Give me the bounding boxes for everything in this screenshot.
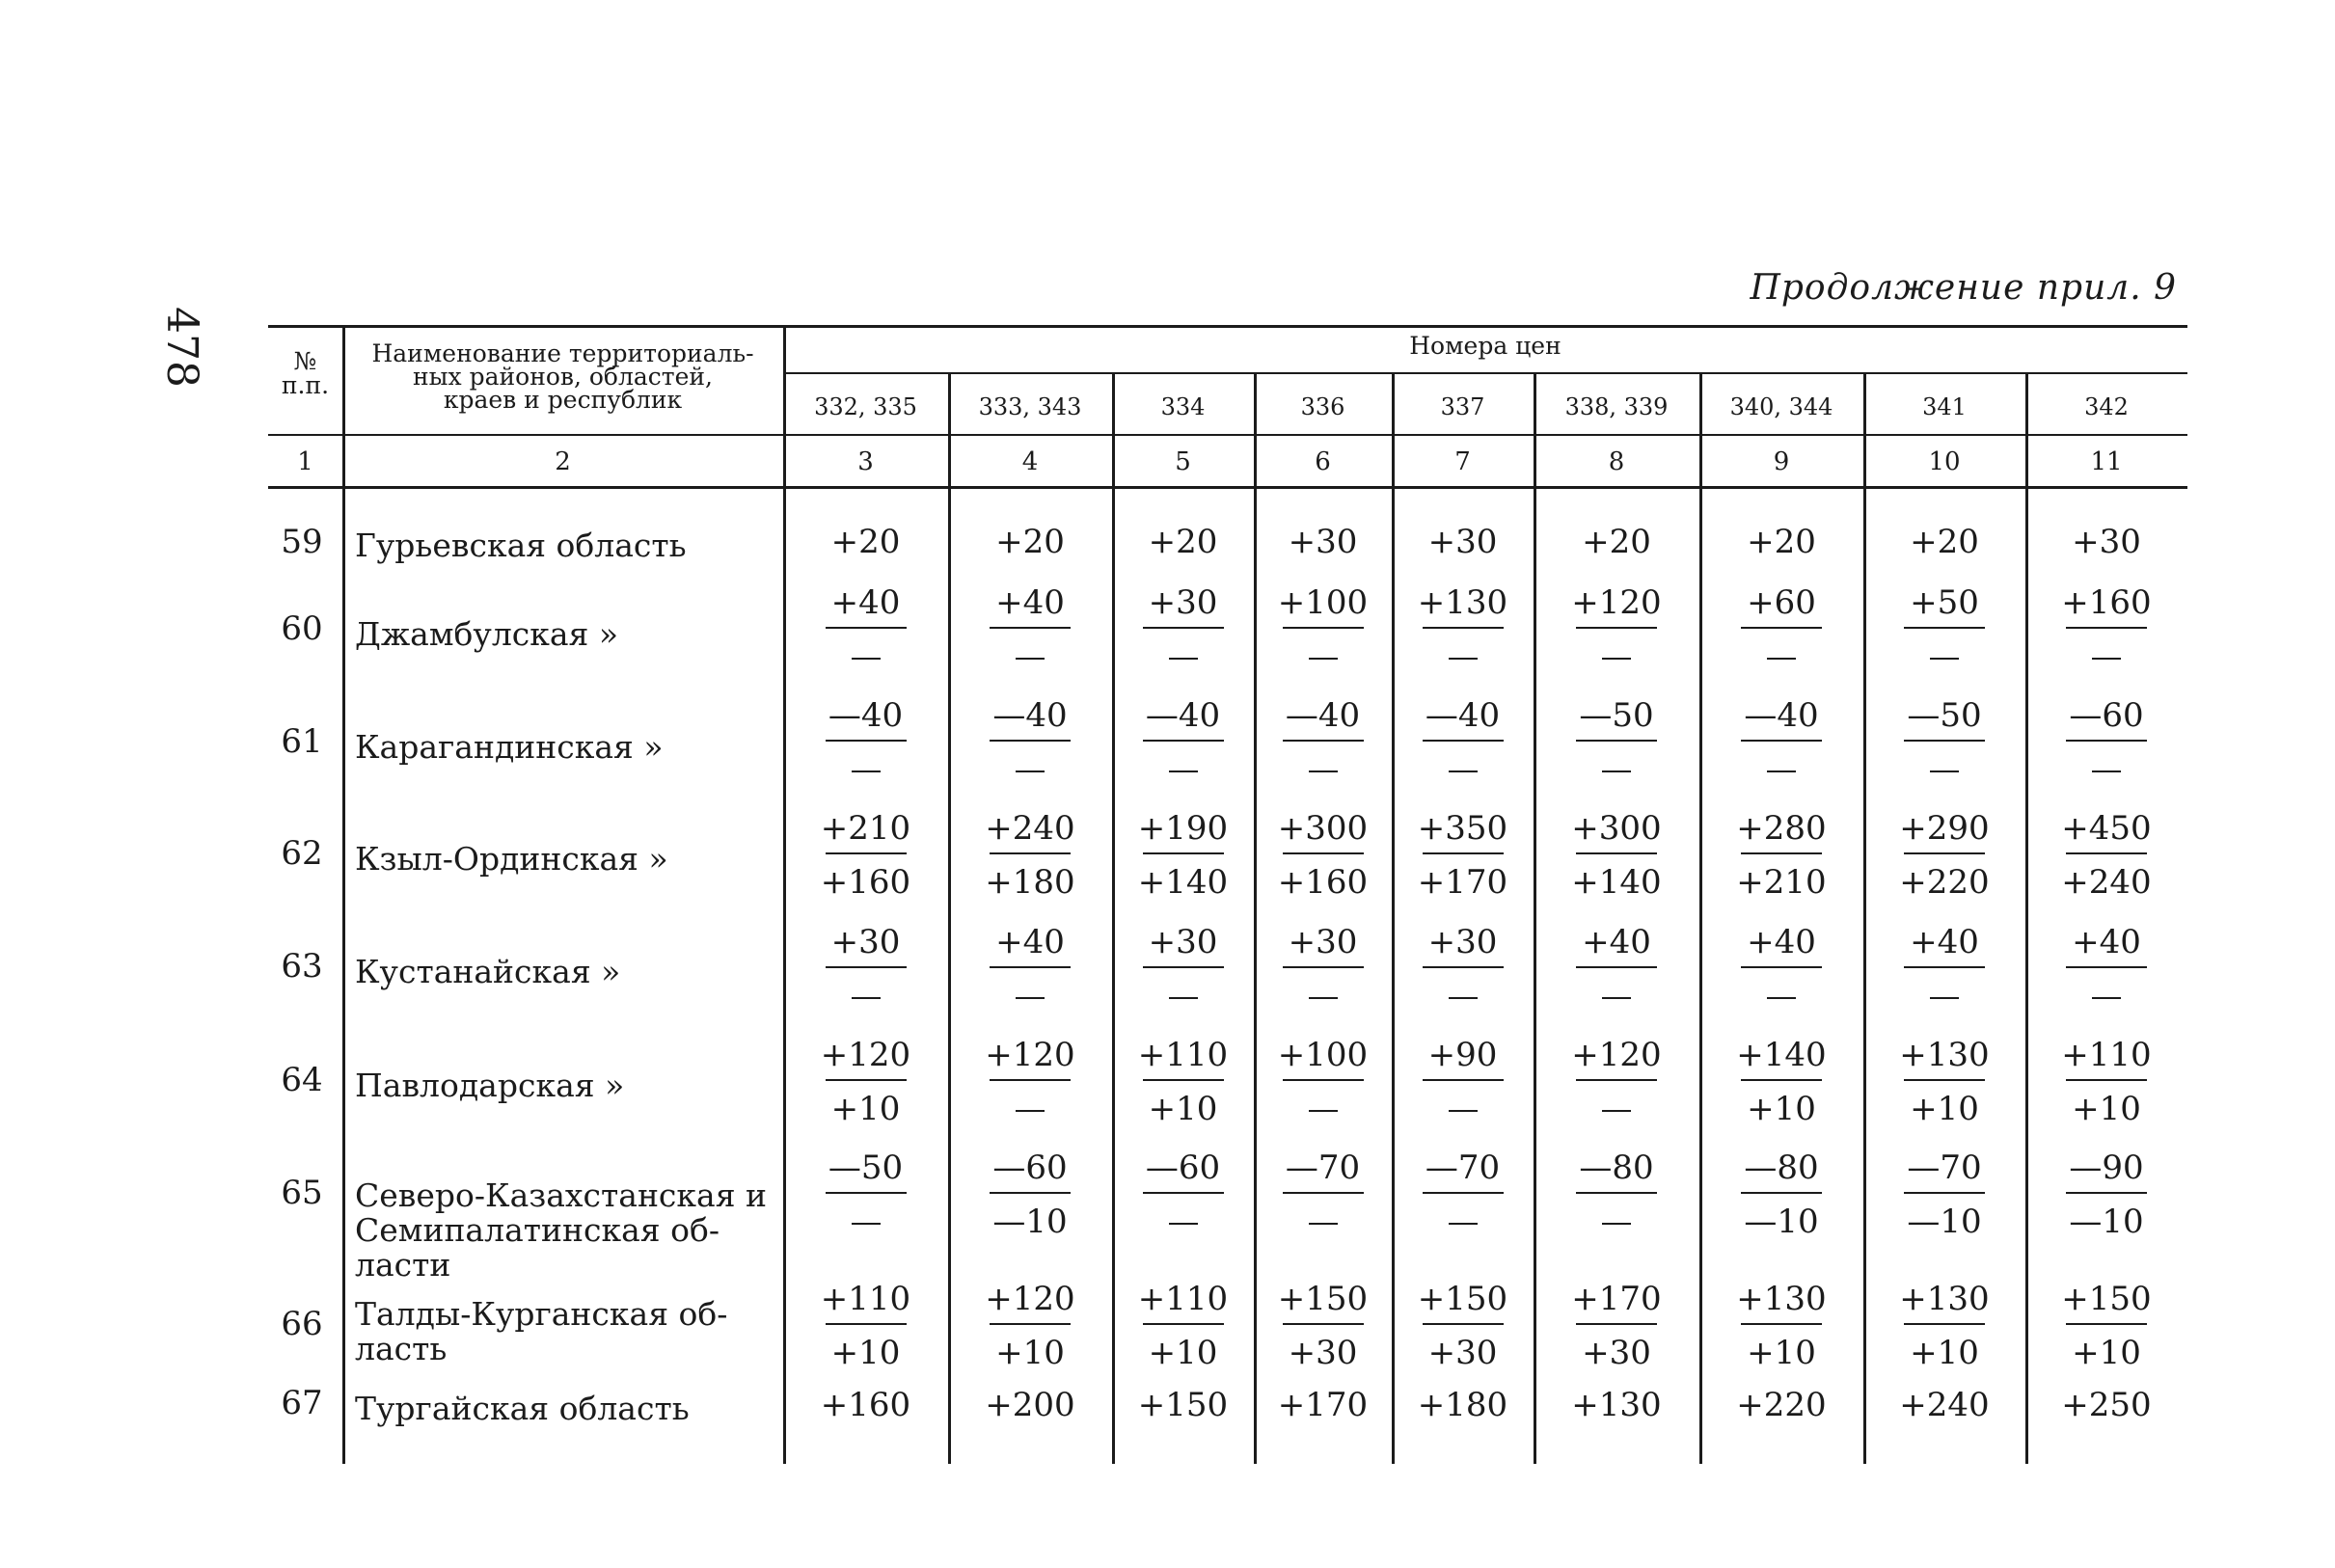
cell-bottom-value: +160: [820, 863, 911, 902]
cell-top-value: +120: [820, 1036, 911, 1074]
cell-top-value: —50: [1579, 696, 1654, 735]
cell-top-value: —40: [1425, 696, 1501, 735]
cell-bottom-value: +210: [1736, 863, 1827, 902]
column-number: 10: [1928, 447, 1961, 476]
cell-top-value: +140: [1736, 1036, 1827, 1074]
row-number: 65: [281, 1174, 323, 1212]
cell-top-value: +280: [1736, 809, 1827, 848]
cell-bottom-value: [1728, 753, 1834, 786]
cell-top-value: +190: [1137, 809, 1229, 848]
cell-top-value: +130: [1571, 1386, 1662, 1424]
cell-bottom-value: [2053, 980, 2159, 1013]
fraction-line: [826, 740, 907, 742]
cell-bottom-value: +10: [1747, 1090, 1816, 1128]
fraction-line: [1423, 627, 1504, 629]
row-number: 67: [281, 1384, 323, 1422]
fraction-line: [1741, 627, 1822, 629]
cell-bottom-value: —10: [1907, 1203, 1982, 1241]
fraction-line: [826, 1079, 907, 1081]
cell-top-value: +240: [985, 809, 1075, 848]
cell-bottom-value: [1563, 753, 1670, 786]
cell-top-value: +110: [1137, 1280, 1229, 1318]
fraction-line: [990, 966, 1071, 968]
cell-bottom-value: [977, 640, 1083, 673]
cell-bottom-value: [1270, 753, 1376, 786]
fraction-line: [990, 740, 1071, 742]
cell-top-value: —40: [1285, 696, 1361, 735]
vrule-no: [342, 325, 345, 1464]
cell-bottom-value: [977, 980, 1083, 1013]
cell-top-value: +20: [1747, 523, 1816, 561]
row-number: 64: [281, 1061, 323, 1099]
fraction-line: [826, 1323, 907, 1325]
cell-bottom-value: +10: [2072, 1334, 2141, 1372]
cell-top-value: +20: [995, 523, 1065, 561]
cell-bottom-value: [1130, 640, 1236, 673]
cell-bottom-value: +30: [1288, 1334, 1358, 1372]
cell-bottom-value: +180: [985, 863, 1075, 902]
vrule-price-3: [948, 372, 951, 1464]
cell-top-value: +60: [1747, 583, 1816, 622]
cell-bottom-value: +30: [1582, 1334, 1651, 1372]
fraction-line: [2066, 966, 2147, 968]
cell-bottom-value: [1410, 1205, 1516, 1238]
fraction-line: [1741, 852, 1822, 854]
cell-top-value: +40: [995, 923, 1065, 961]
row-name: Павлодарская »: [355, 1067, 625, 1104]
cell-bottom-value: +140: [1571, 863, 1662, 902]
cell-top-value: +20: [1910, 523, 1979, 561]
cell-bottom-value: [1728, 980, 1834, 1013]
cell-bottom-value: [977, 753, 1083, 786]
cell-top-value: +30: [1288, 923, 1358, 961]
cell-top-value: +20: [1148, 523, 1218, 561]
cell-bottom-value: [1728, 640, 1834, 673]
header-name: Наименование территориаль- ных районов, областей, краев и республик: [371, 339, 754, 414]
cell-bottom-value: +170: [1417, 863, 1508, 902]
fraction-line: [1904, 1192, 1985, 1194]
cell-top-value: +30: [1288, 523, 1358, 561]
fraction-line: [1283, 1079, 1364, 1081]
cell-top-value: +120: [985, 1280, 1075, 1318]
fraction-line: [1741, 740, 1822, 742]
fraction-line: [1143, 1323, 1224, 1325]
fraction-line: [826, 1192, 907, 1194]
cell-top-value: +30: [2072, 523, 2141, 561]
column-number: 1: [297, 447, 313, 476]
fraction-line: [1576, 1192, 1657, 1194]
vrule-price-8: [1699, 372, 1702, 1464]
header-price-col: 340, 344: [1729, 393, 1833, 420]
cell-top-value: —70: [1425, 1149, 1501, 1187]
fraction-line: [990, 1323, 1071, 1325]
header-price-col: 341: [1922, 393, 1967, 420]
cell-top-value: +170: [1277, 1386, 1369, 1424]
header-price-col: 342: [2084, 393, 2129, 420]
cell-bottom-value: [1270, 1205, 1376, 1238]
fraction-line: [1143, 852, 1224, 854]
fraction-line: [1423, 1079, 1504, 1081]
fraction-line: [1576, 852, 1657, 854]
vrule-price-5: [1254, 372, 1257, 1464]
cell-bottom-value: [2053, 640, 2159, 673]
cell-top-value: —40: [992, 696, 1068, 735]
cell-top-value: +110: [820, 1280, 911, 1318]
cell-bottom-value: [813, 640, 919, 673]
fraction-line: [1423, 740, 1504, 742]
cell-bottom-value: [1891, 980, 1997, 1013]
fraction-line: [1741, 1079, 1822, 1081]
cell-top-value: +120: [1571, 1036, 1662, 1074]
cell-top-value: +150: [1277, 1280, 1369, 1318]
cell-top-value: +50: [1910, 583, 1979, 622]
cell-top-value: +250: [2061, 1386, 2152, 1424]
row-number: 60: [281, 609, 323, 648]
fraction-line: [990, 852, 1071, 854]
column-number: 9: [1773, 447, 1790, 476]
fraction-line: [1283, 627, 1364, 629]
fraction-line: [990, 1192, 1071, 1194]
rule-top: [268, 325, 2187, 328]
cell-bottom-value: +10: [1148, 1090, 1218, 1128]
row-name: Карагандинская »: [355, 728, 664, 766]
cell-top-value: +30: [1427, 923, 1498, 961]
fraction-line: [826, 966, 907, 968]
fraction-line: [1576, 1323, 1657, 1325]
cell-top-value: +150: [2061, 1280, 2152, 1318]
fraction-line: [1741, 1192, 1822, 1194]
cell-bottom-value: [813, 980, 919, 1013]
header-no: № п.п.: [281, 347, 330, 399]
cell-bottom-value: +140: [1137, 863, 1229, 902]
fraction-line: [990, 627, 1071, 629]
fraction-line: [1904, 1323, 1985, 1325]
cell-bottom-value: [1563, 640, 1670, 673]
row-name: Тургайская область: [355, 1390, 690, 1427]
cell-bottom-value: [1130, 980, 1236, 1013]
cell-top-value: —70: [1907, 1149, 1982, 1187]
fraction-line: [1576, 966, 1657, 968]
cell-top-value: —80: [1744, 1149, 1819, 1187]
header-price-col: 332, 335: [814, 393, 917, 420]
cell-top-value: +220: [1736, 1386, 1827, 1424]
cell-top-value: +30: [1427, 523, 1498, 561]
column-number: 4: [1021, 447, 1039, 476]
cell-bottom-value: [1891, 753, 1997, 786]
column-number: 7: [1454, 447, 1471, 476]
fraction-line: [1904, 740, 1985, 742]
cell-bottom-value: [2053, 753, 2159, 786]
cell-bottom-value: +10: [995, 1334, 1065, 1372]
fraction-line: [2066, 1079, 2147, 1081]
fraction-line: [2066, 1192, 2147, 1194]
fraction-line: [1143, 966, 1224, 968]
cell-bottom-value: [1130, 753, 1236, 786]
row-number: 59: [281, 523, 323, 561]
cell-top-value: —50: [828, 1149, 904, 1187]
cell-bottom-value: +10: [830, 1090, 901, 1128]
vrule-price-4: [1112, 372, 1115, 1464]
cell-bottom-value: [1563, 980, 1670, 1013]
cell-top-value: +30: [1148, 583, 1218, 622]
cell-top-value: —60: [2069, 696, 2144, 735]
fraction-line: [2066, 740, 2147, 742]
cell-top-value: +40: [2072, 923, 2141, 961]
column-number: 6: [1315, 447, 1331, 476]
fraction-line: [1283, 966, 1364, 968]
cell-top-value: +290: [1899, 809, 1990, 848]
cell-bottom-value: +220: [1899, 863, 1990, 902]
fraction-line: [1741, 1323, 1822, 1325]
cell-bottom-value: [1270, 640, 1376, 673]
cell-top-value: —60: [992, 1149, 1068, 1187]
header-price-col: 338, 339: [1564, 393, 1669, 420]
cell-bottom-value: +240: [2061, 863, 2152, 902]
cell-top-value: —40: [1145, 696, 1221, 735]
cell-top-value: +160: [820, 1386, 911, 1424]
header-price-col: 336: [1300, 393, 1345, 420]
fraction-line: [1423, 1192, 1504, 1194]
cell-bottom-value: +10: [1148, 1334, 1218, 1372]
column-number: 2: [555, 447, 571, 476]
cell-bottom-value: [1410, 980, 1516, 1013]
cell-top-value: +350: [1417, 809, 1508, 848]
row-number: 62: [281, 834, 323, 873]
cell-top-value: +200: [985, 1386, 1075, 1424]
cell-top-value: +100: [1277, 1036, 1369, 1074]
cell-bottom-value: [1410, 640, 1516, 673]
cell-bottom-value: [1130, 1205, 1236, 1238]
cell-bottom-value: [1270, 1093, 1376, 1125]
cell-top-value: +300: [1571, 809, 1662, 848]
cell-bottom-value: [1410, 753, 1516, 786]
page-number: 478: [157, 307, 206, 388]
cell-top-value: —40: [828, 696, 904, 735]
fraction-line: [1904, 966, 1985, 968]
rule-prices: [783, 372, 2187, 374]
cell-top-value: +120: [985, 1036, 1075, 1074]
fraction-line: [1423, 852, 1504, 854]
fraction-line: [1143, 1192, 1224, 1194]
cell-top-value: +130: [1899, 1036, 1990, 1074]
fraction-line: [1576, 627, 1657, 629]
cell-bottom-value: [977, 1093, 1083, 1125]
column-number: 3: [857, 447, 874, 476]
fraction-line: [2066, 627, 2147, 629]
cell-top-value: —50: [1907, 696, 1982, 735]
row-name: Кустанайская »: [355, 953, 621, 990]
cell-bottom-value: +160: [1277, 863, 1369, 902]
cell-bottom-value: [1563, 1205, 1670, 1238]
cell-top-value: —60: [1145, 1149, 1221, 1187]
fraction-line: [1143, 740, 1224, 742]
cell-top-value: +40: [1582, 923, 1651, 961]
fraction-line: [826, 627, 907, 629]
fraction-line: [1283, 1192, 1364, 1194]
vrule-price-10: [2025, 372, 2028, 1464]
vrule-price-9: [1863, 372, 1866, 1464]
cell-top-value: +180: [1417, 1386, 1508, 1424]
cell-top-value: +160: [2061, 583, 2152, 622]
vrule-price-7: [1534, 372, 1536, 1464]
cell-bottom-value: +10: [1910, 1334, 1979, 1372]
fraction-line: [1283, 1323, 1364, 1325]
cell-bottom-value: —10: [992, 1203, 1068, 1241]
cell-top-value: +130: [1736, 1280, 1827, 1318]
cell-top-value: +110: [2061, 1036, 2152, 1074]
fraction-line: [1741, 966, 1822, 968]
fraction-line: [1576, 740, 1657, 742]
fraction-line: [826, 852, 907, 854]
vrule-name: [783, 325, 786, 1464]
cell-top-value: +100: [1277, 583, 1369, 622]
cell-top-value: —80: [1579, 1149, 1654, 1187]
cell-top-value: +30: [830, 923, 901, 961]
fraction-line: [2066, 852, 2147, 854]
cell-bottom-value: [1891, 640, 1997, 673]
row-number: 63: [281, 947, 323, 986]
cell-top-value: +120: [1571, 583, 1662, 622]
cell-top-value: +40: [995, 583, 1065, 622]
column-number: 5: [1175, 447, 1191, 476]
fraction-line: [2066, 1323, 2147, 1325]
cell-bottom-value: +10: [830, 1334, 901, 1372]
row-name: Кзыл-Ординская »: [355, 840, 668, 878]
cell-bottom-value: [1410, 1093, 1516, 1125]
cell-bottom-value: [1563, 1093, 1670, 1125]
cell-top-value: +30: [1148, 923, 1218, 961]
header-price-col: 333, 343: [978, 393, 1082, 420]
cell-top-value: +170: [1571, 1280, 1662, 1318]
cell-top-value: +300: [1277, 809, 1369, 848]
fraction-line: [990, 1079, 1071, 1081]
cell-top-value: —70: [1285, 1149, 1361, 1187]
cell-bottom-value: +10: [2072, 1090, 2141, 1128]
rule-body: [268, 486, 2187, 489]
cell-bottom-value: —10: [2069, 1203, 2144, 1241]
cell-bottom-value: [813, 1205, 919, 1238]
cell-top-value: +110: [1137, 1036, 1229, 1074]
header-price-col: 334: [1160, 393, 1206, 420]
fraction-line: [1423, 966, 1504, 968]
row-name: Талды-Курганская об- ласть: [355, 1295, 728, 1367]
row-name: Джамбулская »: [355, 615, 619, 653]
column-number: 8: [1608, 447, 1625, 476]
cell-top-value: +40: [1747, 923, 1816, 961]
cell-top-value: +150: [1137, 1386, 1229, 1424]
cell-top-value: +130: [1899, 1280, 1990, 1318]
cell-bottom-value: [1270, 980, 1376, 1013]
cell-top-value: +210: [820, 809, 911, 848]
row-name: Гурьевская область: [355, 527, 687, 564]
cell-top-value: +130: [1417, 583, 1508, 622]
row-number: 66: [281, 1305, 323, 1343]
column-number: 11: [2090, 447, 2123, 476]
cell-top-value: +40: [1910, 923, 1979, 961]
cell-top-value: —90: [2069, 1149, 2144, 1187]
cell-bottom-value: +10: [1747, 1334, 1816, 1372]
fraction-line: [1143, 627, 1224, 629]
fraction-line: [1283, 740, 1364, 742]
cell-top-value: +450: [2061, 809, 2152, 848]
fraction-line: [1143, 1079, 1224, 1081]
cell-top-value: +20: [1582, 523, 1651, 561]
fraction-line: [1904, 627, 1985, 629]
cell-top-value: +20: [830, 523, 901, 561]
cell-top-value: +40: [830, 583, 901, 622]
cell-top-value: —40: [1744, 696, 1819, 735]
cell-bottom-value: —10: [1744, 1203, 1819, 1241]
header-price-col: 337: [1440, 393, 1485, 420]
fraction-line: [1904, 1079, 1985, 1081]
vrule-price-6: [1392, 372, 1395, 1464]
fraction-line: [1904, 852, 1985, 854]
row-name: Северо-Казахстанская и Семипалатинская об- ласти: [355, 1176, 768, 1284]
cell-bottom-value: [813, 753, 919, 786]
fraction-line: [1423, 1323, 1504, 1325]
fraction-line: [1576, 1079, 1657, 1081]
cell-top-value: +90: [1427, 1036, 1498, 1074]
cell-top-value: +240: [1899, 1386, 1990, 1424]
header-prices: Номера цен: [1409, 332, 1561, 360]
rule-colnums: [268, 434, 2187, 436]
cell-bottom-value: +30: [1427, 1334, 1498, 1372]
fraction-line: [1283, 852, 1364, 854]
cell-bottom-value: +10: [1910, 1090, 1979, 1128]
continuation-title: Продолжение прил. 9: [1750, 268, 2177, 308]
cell-top-value: +150: [1417, 1280, 1508, 1318]
row-number: 61: [281, 722, 323, 761]
